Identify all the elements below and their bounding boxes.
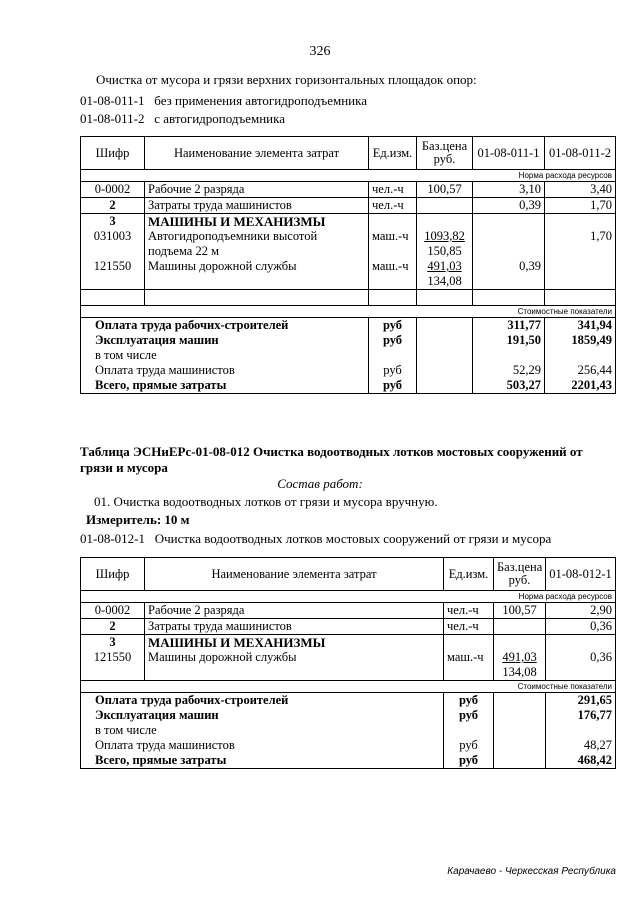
item-line <box>80 531 551 547</box>
row-price <box>417 259 473 290</box>
cost-row <box>81 693 616 709</box>
row-unit: маш.-ч <box>444 650 494 681</box>
row-name <box>145 229 369 259</box>
header-unit: Ед.изм. <box>444 558 494 591</box>
row-name: Машины дорожной службы <box>145 259 369 290</box>
cost-value-2: 256,44 <box>545 363 616 378</box>
empty-cell <box>494 693 546 709</box>
table-title-cont: грязи и мусора <box>80 460 168 475</box>
cost-label: Стоимостные показатели <box>81 306 616 318</box>
empty-cell <box>494 619 546 635</box>
table-row <box>81 619 616 635</box>
table-row <box>81 229 616 259</box>
row-unit: чел.-ч <box>444 619 494 635</box>
row-name: Затраты труда машинистов <box>145 198 369 214</box>
cost-row <box>81 378 616 394</box>
cost-name: Оплата труда рабочих-строителей <box>81 318 369 334</box>
header-name: Наименование элемента затрат <box>145 137 369 170</box>
group-code: 3 <box>81 214 145 230</box>
empty-cell <box>417 378 473 394</box>
cost-value-2: 2201,43 <box>545 378 616 394</box>
group-name: МАШИНЫ И МЕХАНИЗМЫ <box>145 214 369 230</box>
norm-label-row <box>81 170 616 182</box>
row-value-2: 1,70 <box>545 229 616 259</box>
empty-cell <box>494 635 546 651</box>
row-price: 100,57 <box>494 603 546 619</box>
resource-table-1 <box>80 136 616 394</box>
empty-cell <box>417 363 473 378</box>
header-price: Баз.цена руб. <box>494 558 546 591</box>
cost-name: в том числе <box>81 723 444 738</box>
row-value-1: 2,90 <box>546 603 616 619</box>
page-number: 326 <box>309 44 331 59</box>
row-unit: маш.-ч <box>369 229 417 259</box>
cost-name: Эксплуатация машин <box>81 333 369 348</box>
empty-cell <box>473 214 545 230</box>
empty-cell <box>444 723 494 738</box>
row-value-1: 0,39 <box>473 198 545 214</box>
row-unit: чел.-ч <box>369 198 417 214</box>
resource-table-2 <box>80 557 616 769</box>
empty-cell <box>546 723 616 738</box>
cost-name: Оплата труда машинистов <box>81 363 369 378</box>
cost-unit: руб <box>369 378 417 394</box>
table-row <box>81 650 616 681</box>
item-text: Очистка водоотводных лотков мостовых сооружений от грязи и мусора <box>154 531 552 546</box>
cost-value-1: 291,65 <box>546 693 616 709</box>
row-code: 031003 <box>81 229 145 259</box>
cost-label: Стоимостные показатели <box>81 681 616 693</box>
empty-cell <box>369 214 417 230</box>
norm-label: Норма расхода ресурсов <box>81 170 616 182</box>
group-code: 3 <box>81 635 145 651</box>
cost-row <box>81 348 616 363</box>
empty-cell <box>81 290 145 306</box>
row-code: 121550 <box>81 650 145 681</box>
row-code: 2 <box>81 619 145 635</box>
header-code: Шифр <box>81 558 145 591</box>
row-value-1: 0,36 <box>546 650 616 681</box>
group-name: МАШИНЫ И МЕХАНИЗМЫ <box>145 635 444 651</box>
empty-cell <box>417 333 473 348</box>
header-code: Шифр <box>81 137 145 170</box>
price-line: 134,08 <box>427 274 462 288</box>
item-line <box>80 93 367 109</box>
row-value-1: 0,36 <box>546 619 616 635</box>
price-line: 150,85 <box>427 244 462 258</box>
empty-cell <box>545 290 616 306</box>
cost-row <box>81 738 616 753</box>
row-value-2: 3,40 <box>545 182 616 198</box>
price-line: 491,03 <box>502 650 537 664</box>
row-name: Машины дорожной службы <box>145 650 444 681</box>
empty-cell <box>417 348 473 363</box>
empty-cell <box>494 753 546 769</box>
cost-value-1: 311,77 <box>473 318 545 334</box>
empty-cell <box>417 318 473 334</box>
row-code: 2 <box>81 198 145 214</box>
cost-value-1: 52,29 <box>473 363 545 378</box>
item-code: 01-08-011-1 <box>80 93 145 108</box>
row-unit: чел.-ч <box>444 603 494 619</box>
empty-cell <box>473 348 545 363</box>
row-value-2 <box>545 259 616 290</box>
row-unit: маш.-ч <box>369 259 417 290</box>
price-line: 134,08 <box>502 665 537 679</box>
cost-value-2: 1859,49 <box>545 333 616 348</box>
group-row <box>81 635 616 651</box>
item-text: без применения автогидроподъемника <box>154 93 368 108</box>
empty-cell <box>417 214 473 230</box>
table-row <box>81 259 616 290</box>
works-label: Состав работ: <box>277 476 363 491</box>
item-code: 01-08-011-2 <box>80 111 145 126</box>
section-intro: Очистка от мусора и грязи верхних горизонтальных площадок опор: <box>96 72 477 87</box>
cost-unit: руб <box>444 708 494 723</box>
footer-region: Карачаево - Черкесская Республика <box>447 866 616 877</box>
cost-label-row <box>81 306 616 318</box>
cost-row <box>81 318 616 334</box>
cost-row <box>81 363 616 378</box>
table-title: Таблица ЭСНиЕРс-01-08-012 Очистка водоотводных лотков мостовых сооружений от <box>80 444 583 459</box>
cost-name: Оплата труда машинистов <box>81 738 444 753</box>
cost-row <box>81 753 616 769</box>
cost-value-1: 468,42 <box>546 753 616 769</box>
cost-row <box>81 333 616 348</box>
cost-value-1: 176,77 <box>546 708 616 723</box>
empty-cell <box>444 635 494 651</box>
row-price: 100,57 <box>417 182 473 198</box>
cost-value-1: 191,50 <box>473 333 545 348</box>
cost-value-1: 48,27 <box>546 738 616 753</box>
norm-label: Норма расхода ресурсов <box>81 591 616 603</box>
header-price: Баз.цена руб. <box>417 137 473 170</box>
table-header-row <box>81 137 616 170</box>
table-header-row <box>81 558 616 591</box>
empty-cell <box>369 348 417 363</box>
table-row <box>81 603 616 619</box>
cost-name: Всего, прямые затраты <box>81 753 444 769</box>
row-name-line: подъема 22 м <box>148 244 219 258</box>
work-item: 01. Очистка водоотводных лотков от грязи и мусора вручную. <box>94 494 438 509</box>
header-col2: 01-08-011-2 <box>545 137 616 170</box>
cost-unit: руб <box>444 693 494 709</box>
cost-name: Эксплуатация машин <box>81 708 444 723</box>
empty-cell <box>473 290 545 306</box>
cost-value-2: 341,94 <box>545 318 616 334</box>
empty-cell <box>494 723 546 738</box>
row-price <box>417 229 473 259</box>
row-code: 121550 <box>81 259 145 290</box>
cost-label-row <box>81 681 616 693</box>
price-line: 491,03 <box>427 259 462 273</box>
row-name: Рабочие 2 разряда <box>145 603 444 619</box>
table-row <box>81 182 616 198</box>
cost-unit: руб <box>444 753 494 769</box>
cost-unit: руб <box>369 333 417 348</box>
cost-name: Всего, прямые затраты <box>81 378 369 394</box>
group-row <box>81 214 616 230</box>
cost-row <box>81 723 616 738</box>
cost-value-1: 503,27 <box>473 378 545 394</box>
row-value-1: 3,10 <box>473 182 545 198</box>
row-name-line: Автогидроподъемники высотой <box>148 229 318 243</box>
empty-cell <box>545 214 616 230</box>
row-value-1: 0,39 <box>473 259 545 290</box>
table-row <box>81 198 616 214</box>
cost-name: в том числе <box>81 348 369 363</box>
spacer-row <box>81 290 616 306</box>
item-line <box>80 111 285 127</box>
empty-cell <box>417 290 473 306</box>
cost-row <box>81 708 616 723</box>
empty-cell <box>145 290 369 306</box>
price-line: 1093,82 <box>424 229 465 243</box>
cost-name: Оплата труда рабочих-строителей <box>81 693 444 709</box>
item-text: с автогидроподъемника <box>154 111 286 126</box>
header-col1: 01-08-011-1 <box>473 137 545 170</box>
empty-cell <box>494 708 546 723</box>
norm-label-row <box>81 591 616 603</box>
row-name: Рабочие 2 разряда <box>145 182 369 198</box>
header-col1: 01-08-012-1 <box>546 558 616 591</box>
cost-unit: руб <box>444 738 494 753</box>
cost-unit: руб <box>369 363 417 378</box>
empty-cell <box>369 290 417 306</box>
row-code: 0-0002 <box>81 603 145 619</box>
row-price <box>494 650 546 681</box>
meter-label: Измеритель: 10 м <box>86 512 190 527</box>
row-name: Затраты труда машинистов <box>145 619 444 635</box>
row-unit: чел.-ч <box>369 182 417 198</box>
row-value-1 <box>473 229 545 259</box>
row-value-2: 1,70 <box>545 198 616 214</box>
cost-unit: руб <box>369 318 417 334</box>
header-name: Наименование элемента затрат <box>145 558 444 591</box>
row-code: 0-0002 <box>81 182 145 198</box>
empty-cell <box>546 635 616 651</box>
row-price <box>417 198 473 214</box>
item-code: 01-08-012-1 <box>80 531 145 546</box>
header-unit: Ед.изм. <box>369 137 417 170</box>
empty-cell <box>545 348 616 363</box>
empty-cell <box>494 738 546 753</box>
